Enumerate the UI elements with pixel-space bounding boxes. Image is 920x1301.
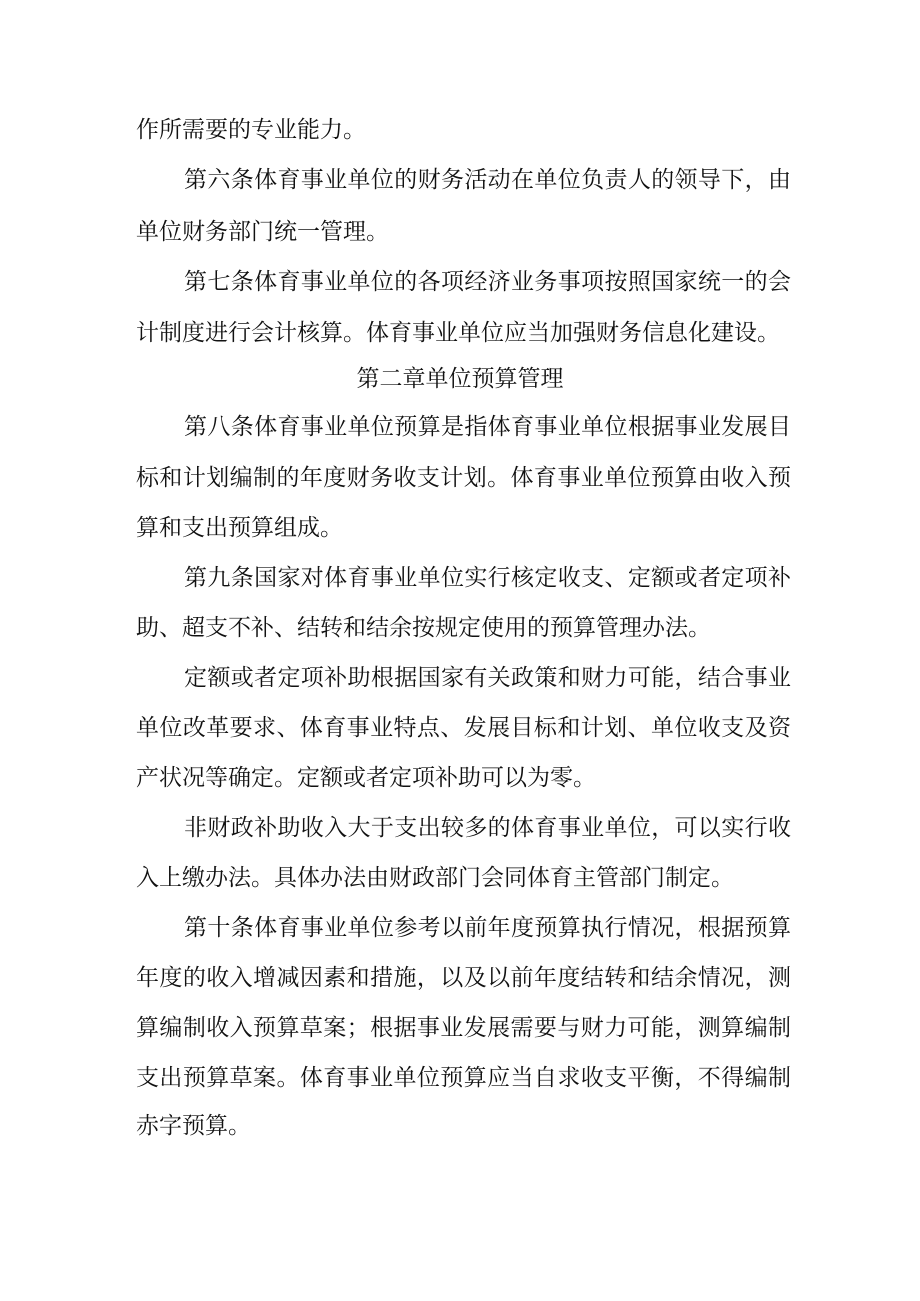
text-line: 单位改革要求、体育事业特点、发展目标和计划、单位收支及资 [136,715,791,741]
text-line: 标和计划编制的年度财务收支计划。体育事业单位预算由收入预 [136,465,791,491]
text-line: 第九条国家对体育事业单位实行核定收支、定额或者定项补 [184,565,791,591]
text-line: 第六条体育事业单位的财务活动在单位负责人的领导下，由 [184,167,791,193]
text-line: 作所需要的专业能力。 [136,117,366,143]
text-line: 第十条体育事业单位参考以前年度预算执行情况，根据预算 [184,915,791,941]
text-line: 第七条体育事业单位的各项经济业务事项按照国家统一的会 [184,269,791,295]
text-line: 非财政补助收入大于支出较多的体育事业单位，可以实行收 [184,815,791,841]
text-line: 定额或者定项补助根据国家有关政策和财力可能，结合事业 [184,665,791,691]
text-line: 支出预算草案。体育事业单位预算应当自求收支平衡，不得编制 [136,1065,791,1091]
text-line: 产状况等确定。定额或者定项补助可以为零。 [136,765,596,791]
text-line: 年度的收入增减因素和措施，以及以前年度结转和结余情况，测 [136,965,791,991]
text-line: 计制度进行会计核算。体育事业单位应当加强财务信息化建设。 [136,320,780,346]
text-line: 算编制收入预算草案；根据事业发展需要与财力可能，测算编制 [136,1015,791,1041]
text-line: 助、超支不补、结转和结余按规定使用的预算管理办法。 [136,615,711,641]
text-line: 第八条体育事业单位预算是指体育事业单位根据事业发展目 [184,414,791,440]
chapter-heading: 第二章单位预算管理 [356,366,564,392]
text-line: 单位财务部门统一管理。 [136,219,389,245]
text-line: 算和支出预算组成。 [136,515,343,541]
text-line: 入上缴办法。具体办法由财政部门会同体育主管部门制定。 [136,865,734,891]
text-line: 赤字预算。 [136,1113,251,1139]
